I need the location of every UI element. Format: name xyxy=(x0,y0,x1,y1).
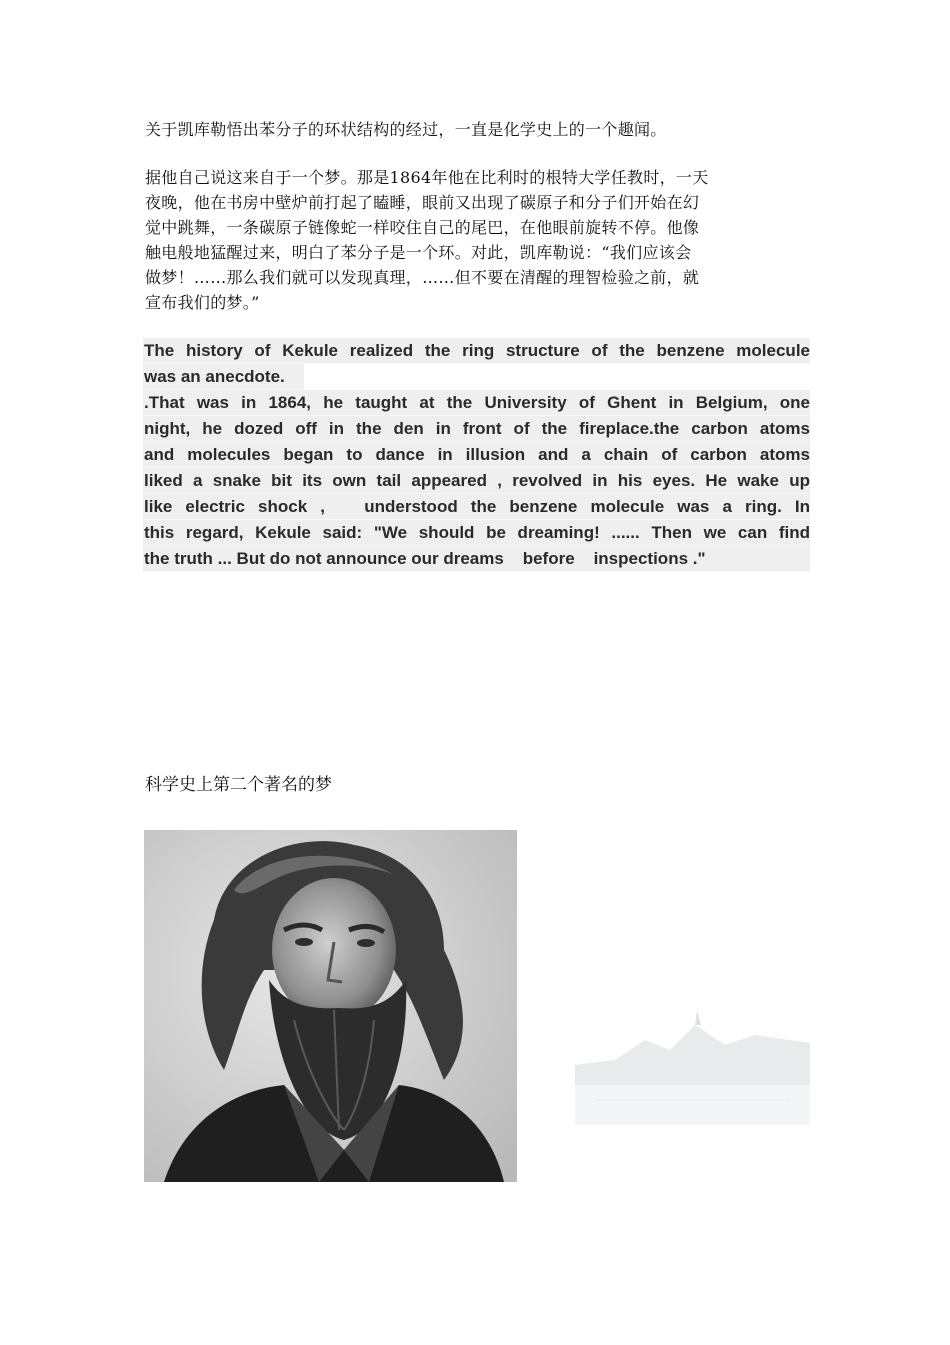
story-en-line: and molecules began to dance in illusion and a chain of carbon atoms xyxy=(143,442,810,468)
story-en-line: the truth ... But do not announce our dreams before inspections ." xyxy=(143,546,810,572)
story-en-line: was an anecdote. xyxy=(143,364,304,390)
story-en-line: liked a snake bit its own tail appeared , revolved in his eyes. He wake up xyxy=(143,468,810,494)
story-zh-paragraph xyxy=(145,165,810,315)
story-en-line: this regard, Kekule said: "We should be dreaming! ...... Then we can find xyxy=(143,520,810,546)
story-zh-line: 做梦！……那么我们就可以发现真理，……但不要在清醒的理智检验之前，就 xyxy=(145,268,700,287)
bearded-scientist-portrait-icon xyxy=(144,830,517,1182)
intro-paragraph xyxy=(145,117,810,142)
story-en-line: like electric shock , understood the benzene molecule was a ring. In xyxy=(143,494,810,520)
story-zh-line: 宣布我们的梦。” xyxy=(145,293,260,312)
story-zh-line: 触电般地猛醒过来，明白了苯分子是一个环。对此，凯库勒说：“我们应该会 xyxy=(145,243,692,262)
story-en-paragraph xyxy=(143,338,810,572)
story-en-line: night, he dozed off in the den in front of the fireplace.the carbon atoms xyxy=(143,416,810,442)
story-zh-line: 夜晚，他在书房中壁炉前打起了瞌睡，眼前又出现了碳原子和分子们开始在幻 xyxy=(145,193,700,212)
story-en-line: .That was in 1864, he taught at the University of Ghent in Belgium, one xyxy=(143,390,810,416)
intro-line: 关于凯库勒悟出苯分子的环状结构的经过，一直是化学史上的一个趣闻。 xyxy=(145,120,667,139)
story-zh-line: 觉中跳舞，一条碳原子链像蛇一样咬住自己的尾巴，在他眼前旋转不停。他像 xyxy=(145,218,700,237)
story-en-line: The history of Kekule realized the ring structure of the benzene molecule xyxy=(143,338,810,364)
story-zh-line: 据他自己说这来自于一个梦。那是1864年他在比利时的根特大学任教时，一天 xyxy=(145,168,709,187)
section-heading: 科学史上第二个著名的梦 xyxy=(145,775,332,795)
faded-landscape-watermark-icon xyxy=(575,1005,810,1125)
